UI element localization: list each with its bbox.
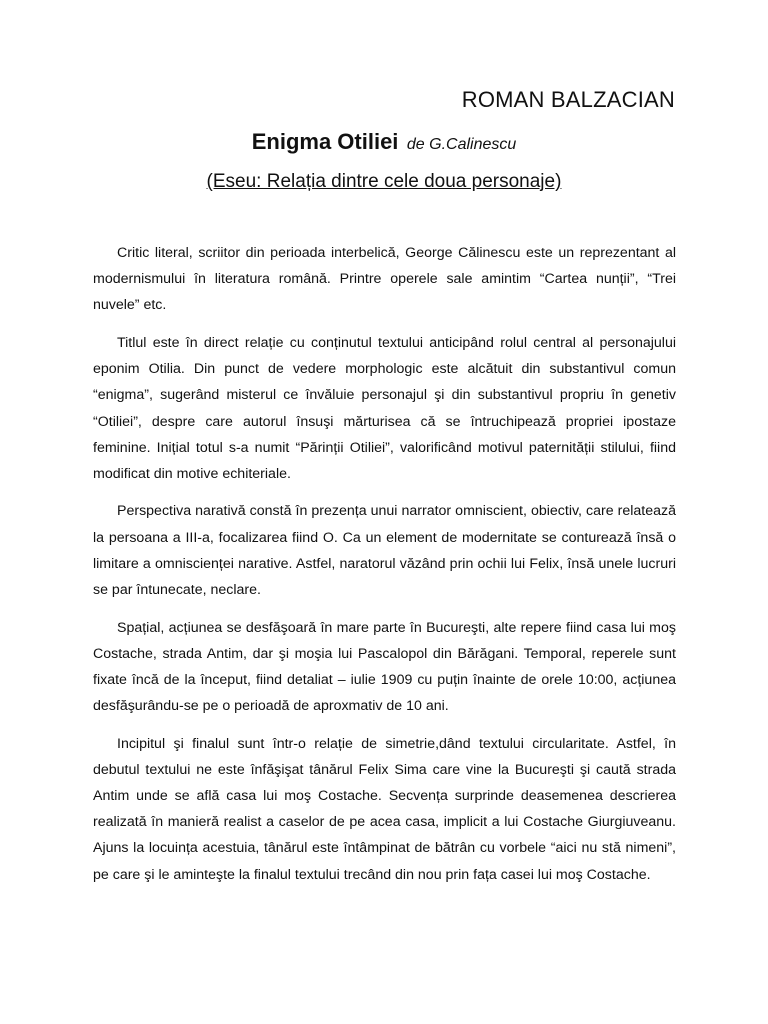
document-author: de G.Calinescu [406, 136, 517, 153]
header-genre: ROMAN BALZACIAN [461, 87, 675, 112]
title-line [0, 126, 768, 161]
paragraph-perspective: Perspectiva narativă constă în prezența unui narrator omniscient, obiectiv, care relatează la persoana a III-a, focalizarea fiind O. Ca un element de modernitate se conturează însă o limitare a omniscienței narative. Astfel, naratorul văzând prin ochii lui Felix, însă unele lucruri se par întunecate, neclare. [93, 503, 676, 599]
paragraph-setting: Spațial, acțiunea se desfăşoară în mare parte în Bucureşti, alte repere fiind casa lui moş Costache, strada Antim, dar şi moşia lui Pascalopol din Bărăgani. Temporal, reperele sunt fixate încă de la început, fiind detaliat – iulie 1909 cu puțin înainte de orele 10:00, acțiunea desfăşurându-se pe o perioadă de aproxmativ de 10 ani. [93, 619, 676, 715]
document-subtitle: (Eseu: Relația dintre cele doua personaje) [206, 171, 562, 192]
paragraph-incipit: Incipitul şi finalul sunt într-o relație de simetrie,dând textului circularitate. Astfel, în debutul textului ne este înfăşişat tânărul Felix Sima care vine la Bucureşti şi caută strada Antim unde se află casa lui moş Costache. Secvența surprinde deasemenea descrierea realizată în manieră realist a caselor de pe acea casa, implicit a lui Costache Giurgiuveanu. Ajuns la locuința acestuia, tânărul este întâmpinat de bătrân cu vorbele “aici nu stă nimeni”, pe care şi le aminteşte la finalul textului trecând din nou prin fața casei lui moş Costache. [93, 735, 676, 883]
document-title: Enigma Otiliei [251, 129, 399, 154]
body-text [93, 240, 676, 899]
paragraph-intro: Critic literal, scriitor din perioada interbelică, George Călinescu este un reprezentant al modernismului în literatura română. Printre operele sale amintim “Cartea nunții”, “Trei nuvele” etc. [93, 245, 676, 314]
paragraph-title: Titlul este în direct relație cu conținutul textului anticipând rolul central al personajului eponim Otilia. Din punct de vedere morphologic este alcătuit din substantivul comun “enigma”, sugerând misterul ce învăluie personajul şi din substantivul propriu în genetiv “Otiliei”, despre care autorul însuşi mărturisea că se întruchipează propriei ipostaze feminine. Inițial totul s-a numit “Părinții Otiliei”, valorificând motivul paternității stilului, fiind modificat din motive echiteriale. [93, 334, 676, 482]
